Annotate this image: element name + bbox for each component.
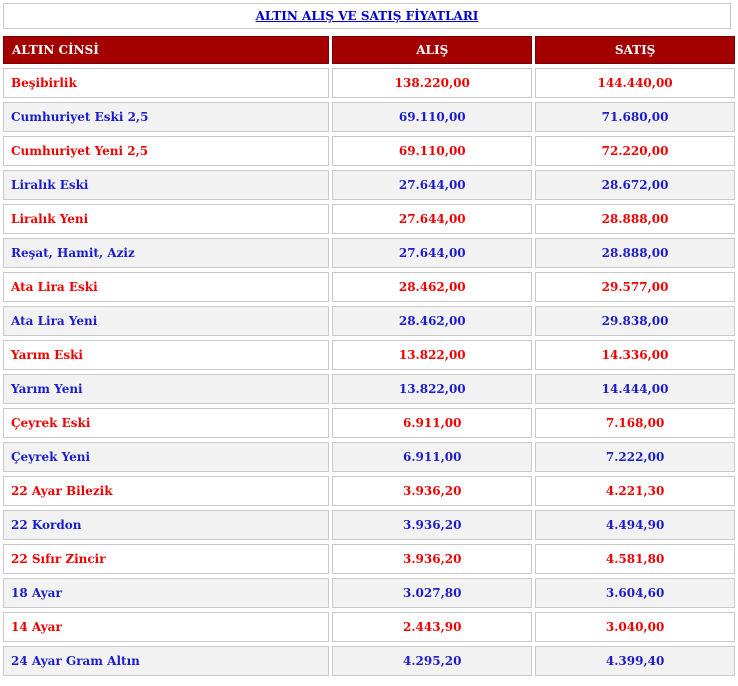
gold-type-cell: Beşibirlik [3,68,329,98]
table-row [3,612,735,642]
sell-price-cell: 29.577,00 [535,272,735,302]
buy-price-cell: 69.110,00 [332,102,532,132]
buy-price-cell: 6.911,00 [332,408,532,438]
sell-price-cell: 14.444,00 [535,374,735,404]
gold-type-cell: Liralık Eski [3,170,329,200]
buy-price-cell: 6.911,00 [332,442,532,472]
sell-price-cell: 71.680,00 [535,102,735,132]
table-row [3,68,735,98]
table-title-bar [3,3,731,29]
sell-price-cell: 7.168,00 [535,408,735,438]
gold-type-cell: Ata Lira Eski [3,272,329,302]
sell-price-cell: 29.838,00 [535,306,735,336]
buy-price-cell: 4.295,20 [332,646,532,676]
buy-price-cell: 3.936,20 [332,510,532,540]
table-row [3,510,735,540]
buy-price-cell: 13.822,00 [332,374,532,404]
table-row [3,476,735,506]
buy-price-cell: 27.644,00 [332,170,532,200]
gold-type-cell: 22 Sıfır Zincir [3,544,329,574]
buy-price-cell: 28.462,00 [332,306,532,336]
table-row [3,238,735,268]
buy-price-cell: 27.644,00 [332,204,532,234]
gold-type-cell: Cumhuriyet Yeni 2,5 [3,136,329,166]
buy-price-cell: 28.462,00 [332,272,532,302]
table-row [3,408,735,438]
table-row [3,102,735,132]
sell-price-cell: 144.440,00 [535,68,735,98]
sell-price-cell: 28.672,00 [535,170,735,200]
buy-price-cell: 2.443,90 [332,612,532,642]
gold-type-cell: Reşat, Hamit, Aziz [3,238,329,268]
table-header-row [3,36,735,64]
buy-price-cell: 138.220,00 [332,68,532,98]
header-gold-type: ALTIN CİNSİ [3,36,329,64]
buy-price-cell: 3.936,20 [332,476,532,506]
buy-price-cell: 69.110,00 [332,136,532,166]
gold-type-cell: Çeyrek Yeni [3,442,329,472]
sell-price-cell: 4.494,90 [535,510,735,540]
gold-type-cell: 14 Ayar [3,612,329,642]
gold-type-cell: 24 Ayar Gram Altın [3,646,329,676]
gold-type-cell: Çeyrek Eski [3,408,329,438]
table-row [3,272,735,302]
table-row [3,442,735,472]
table-row [3,170,735,200]
sell-price-cell: 28.888,00 [535,238,735,268]
table-row [3,204,735,234]
buy-price-cell: 3.936,20 [332,544,532,574]
sell-price-cell: 72.220,00 [535,136,735,166]
sell-price-cell: 4.221,30 [535,476,735,506]
gold-type-cell: 22 Ayar Bilezik [3,476,329,506]
table-row [3,136,735,166]
table-row [3,306,735,336]
sell-price-cell: 7.222,00 [535,442,735,472]
buy-price-cell: 13.822,00 [332,340,532,370]
gold-type-cell: Yarım Yeni [3,374,329,404]
header-sell-price: SATIŞ [535,36,735,64]
gold-type-cell: Cumhuriyet Eski 2,5 [3,102,329,132]
sell-price-cell: 4.581,80 [535,544,735,574]
sell-price-cell: 3.040,00 [535,612,735,642]
table-row [3,374,735,404]
table-row [3,578,735,608]
buy-price-cell: 27.644,00 [332,238,532,268]
gold-type-cell: 18 Ayar [3,578,329,608]
gold-type-cell: Yarım Eski [3,340,329,370]
gold-type-cell: Liralık Yeni [3,204,329,234]
gold-type-cell: 22 Kordon [3,510,329,540]
table-title-link[interactable]: ALTIN ALIŞ VE SATIŞ FİYATLARI [255,9,479,23]
sell-price-cell: 28.888,00 [535,204,735,234]
header-buy-price: ALIŞ [332,36,532,64]
gold-price-table [0,32,738,680]
buy-price-cell: 3.027,80 [332,578,532,608]
gold-type-cell: Ata Lira Yeni [3,306,329,336]
sell-price-cell: 14.336,00 [535,340,735,370]
table-row [3,646,735,676]
sell-price-cell: 4.399,40 [535,646,735,676]
table-row [3,340,735,370]
table-row [3,544,735,574]
sell-price-cell: 3.604,60 [535,578,735,608]
